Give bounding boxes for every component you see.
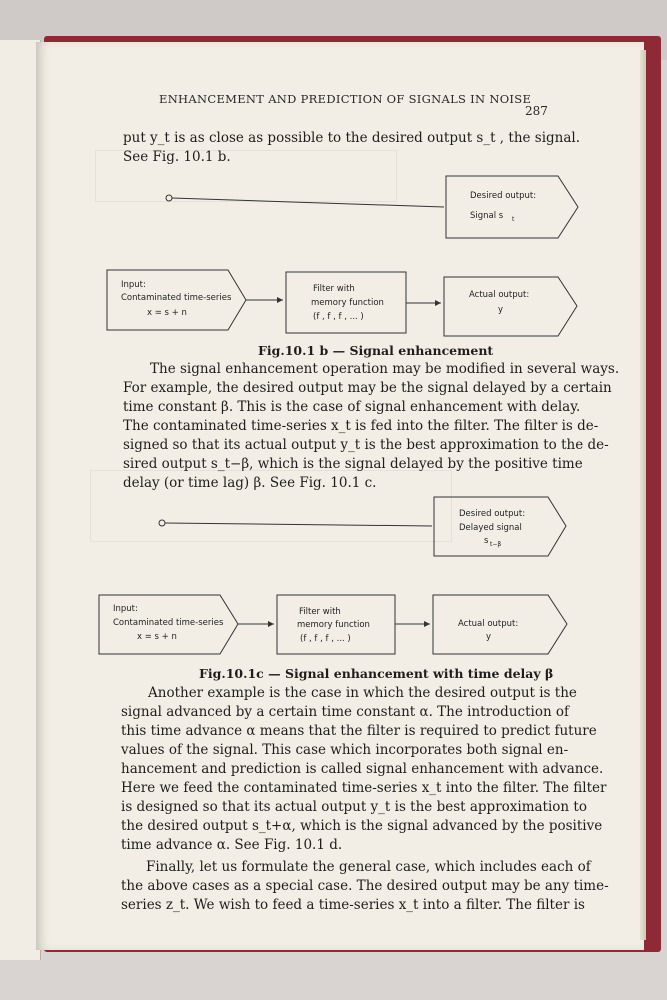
text-line: Finally, let us formulate the general case, which includes each of: [146, 859, 591, 875]
box-text: y: [486, 632, 492, 642]
box-text: Delayed signal: [459, 523, 522, 533]
text-line: time constant β. This is the case of signal enhancement with delay.: [123, 399, 581, 415]
text-line: the above cases as a special case. The desired output may be any time-: [121, 878, 609, 894]
box-text: x = s + n: [147, 308, 187, 318]
box-text: Signal s: [470, 211, 504, 221]
text-line: The signal enhancement operation may be modified in several ways.: [150, 361, 620, 377]
subscript: t: [512, 216, 515, 223]
box-text: Actual output:: [458, 619, 519, 629]
box-text: Contaminated time-series: [121, 293, 232, 303]
signal-source-node: [159, 520, 165, 526]
box-text: Filter with: [299, 607, 341, 617]
text-line: delay (or time lag) β. See Fig. 10.1 c.: [123, 475, 377, 491]
box-text: Desired output:: [470, 191, 537, 201]
box-text: Contaminated time-series: [113, 618, 224, 628]
arrow-head: [424, 621, 430, 627]
text-line: See Fig. 10.1 b.: [123, 149, 231, 165]
text-line: signed so that its actual output y_t is the best approximation to the de-: [123, 437, 609, 453]
subscript: t−β: [490, 541, 502, 548]
text-line: put y_t is as close as possible to the desired output s_t , the signal.: [123, 130, 581, 146]
box-text: (f , f , f , ... ): [300, 634, 351, 644]
box-text: Filter with: [313, 284, 355, 294]
text-line: signal advanced by a certain time constant α. The introduction of: [121, 704, 570, 720]
box-text: Input:: [121, 280, 146, 290]
text-line: values of the signal. This case which incorporates both signal en-: [121, 742, 569, 758]
box-text: (f , f , f , ... ): [313, 312, 364, 322]
box-text: Actual output:: [469, 290, 530, 300]
running-header: ENHANCEMENT AND PREDICTION OF SIGNALS IN NOISE: [159, 92, 532, 106]
box-text: Input:: [113, 604, 138, 614]
page-number: 287: [525, 104, 548, 118]
box-text: memory function: [311, 298, 384, 308]
figure-caption: Fig.10.1 b — Signal enhancement: [258, 343, 494, 358]
figure-caption: Fig.10.1c — Signal enhancement with time delay β: [199, 666, 554, 681]
text-line: Another example is the case in which the desired output is the: [148, 685, 577, 701]
box-text: Desired output:: [459, 509, 526, 519]
text-line: series z_t. We wish to feed a time-series x_t into a filter. The filter is: [121, 897, 585, 913]
text-line: sired output s_t−β, which is the signal delayed by the positive time: [123, 456, 583, 472]
text-line: time advance α. See Fig. 10.1 d.: [121, 837, 343, 853]
text-line: is designed so that its actual output y_t is the best approximation to: [121, 799, 587, 815]
text-line: The contaminated time-series x_t is fed into the filter. The filter is de-: [123, 418, 599, 434]
text-line: Here we feed the contaminated time-series x_t into the filter. The filter: [121, 780, 607, 796]
text-line: the desired output s_t+α, which is the signal advanced by the positive: [121, 818, 603, 834]
text-line: For example, the desired output may be the signal delayed by a certain: [123, 380, 612, 396]
box-text: s: [484, 536, 489, 546]
connector-line: [165, 523, 432, 526]
text-line: this time advance α means that the filter is required to predict future: [121, 723, 597, 739]
box-text: x = s + n: [137, 632, 177, 642]
text-line: hancement and prediction is called signal enhancement with advance.: [121, 761, 604, 777]
box-text: y: [498, 305, 504, 315]
box-text: memory function: [297, 620, 370, 630]
arrow-head: [268, 621, 274, 627]
